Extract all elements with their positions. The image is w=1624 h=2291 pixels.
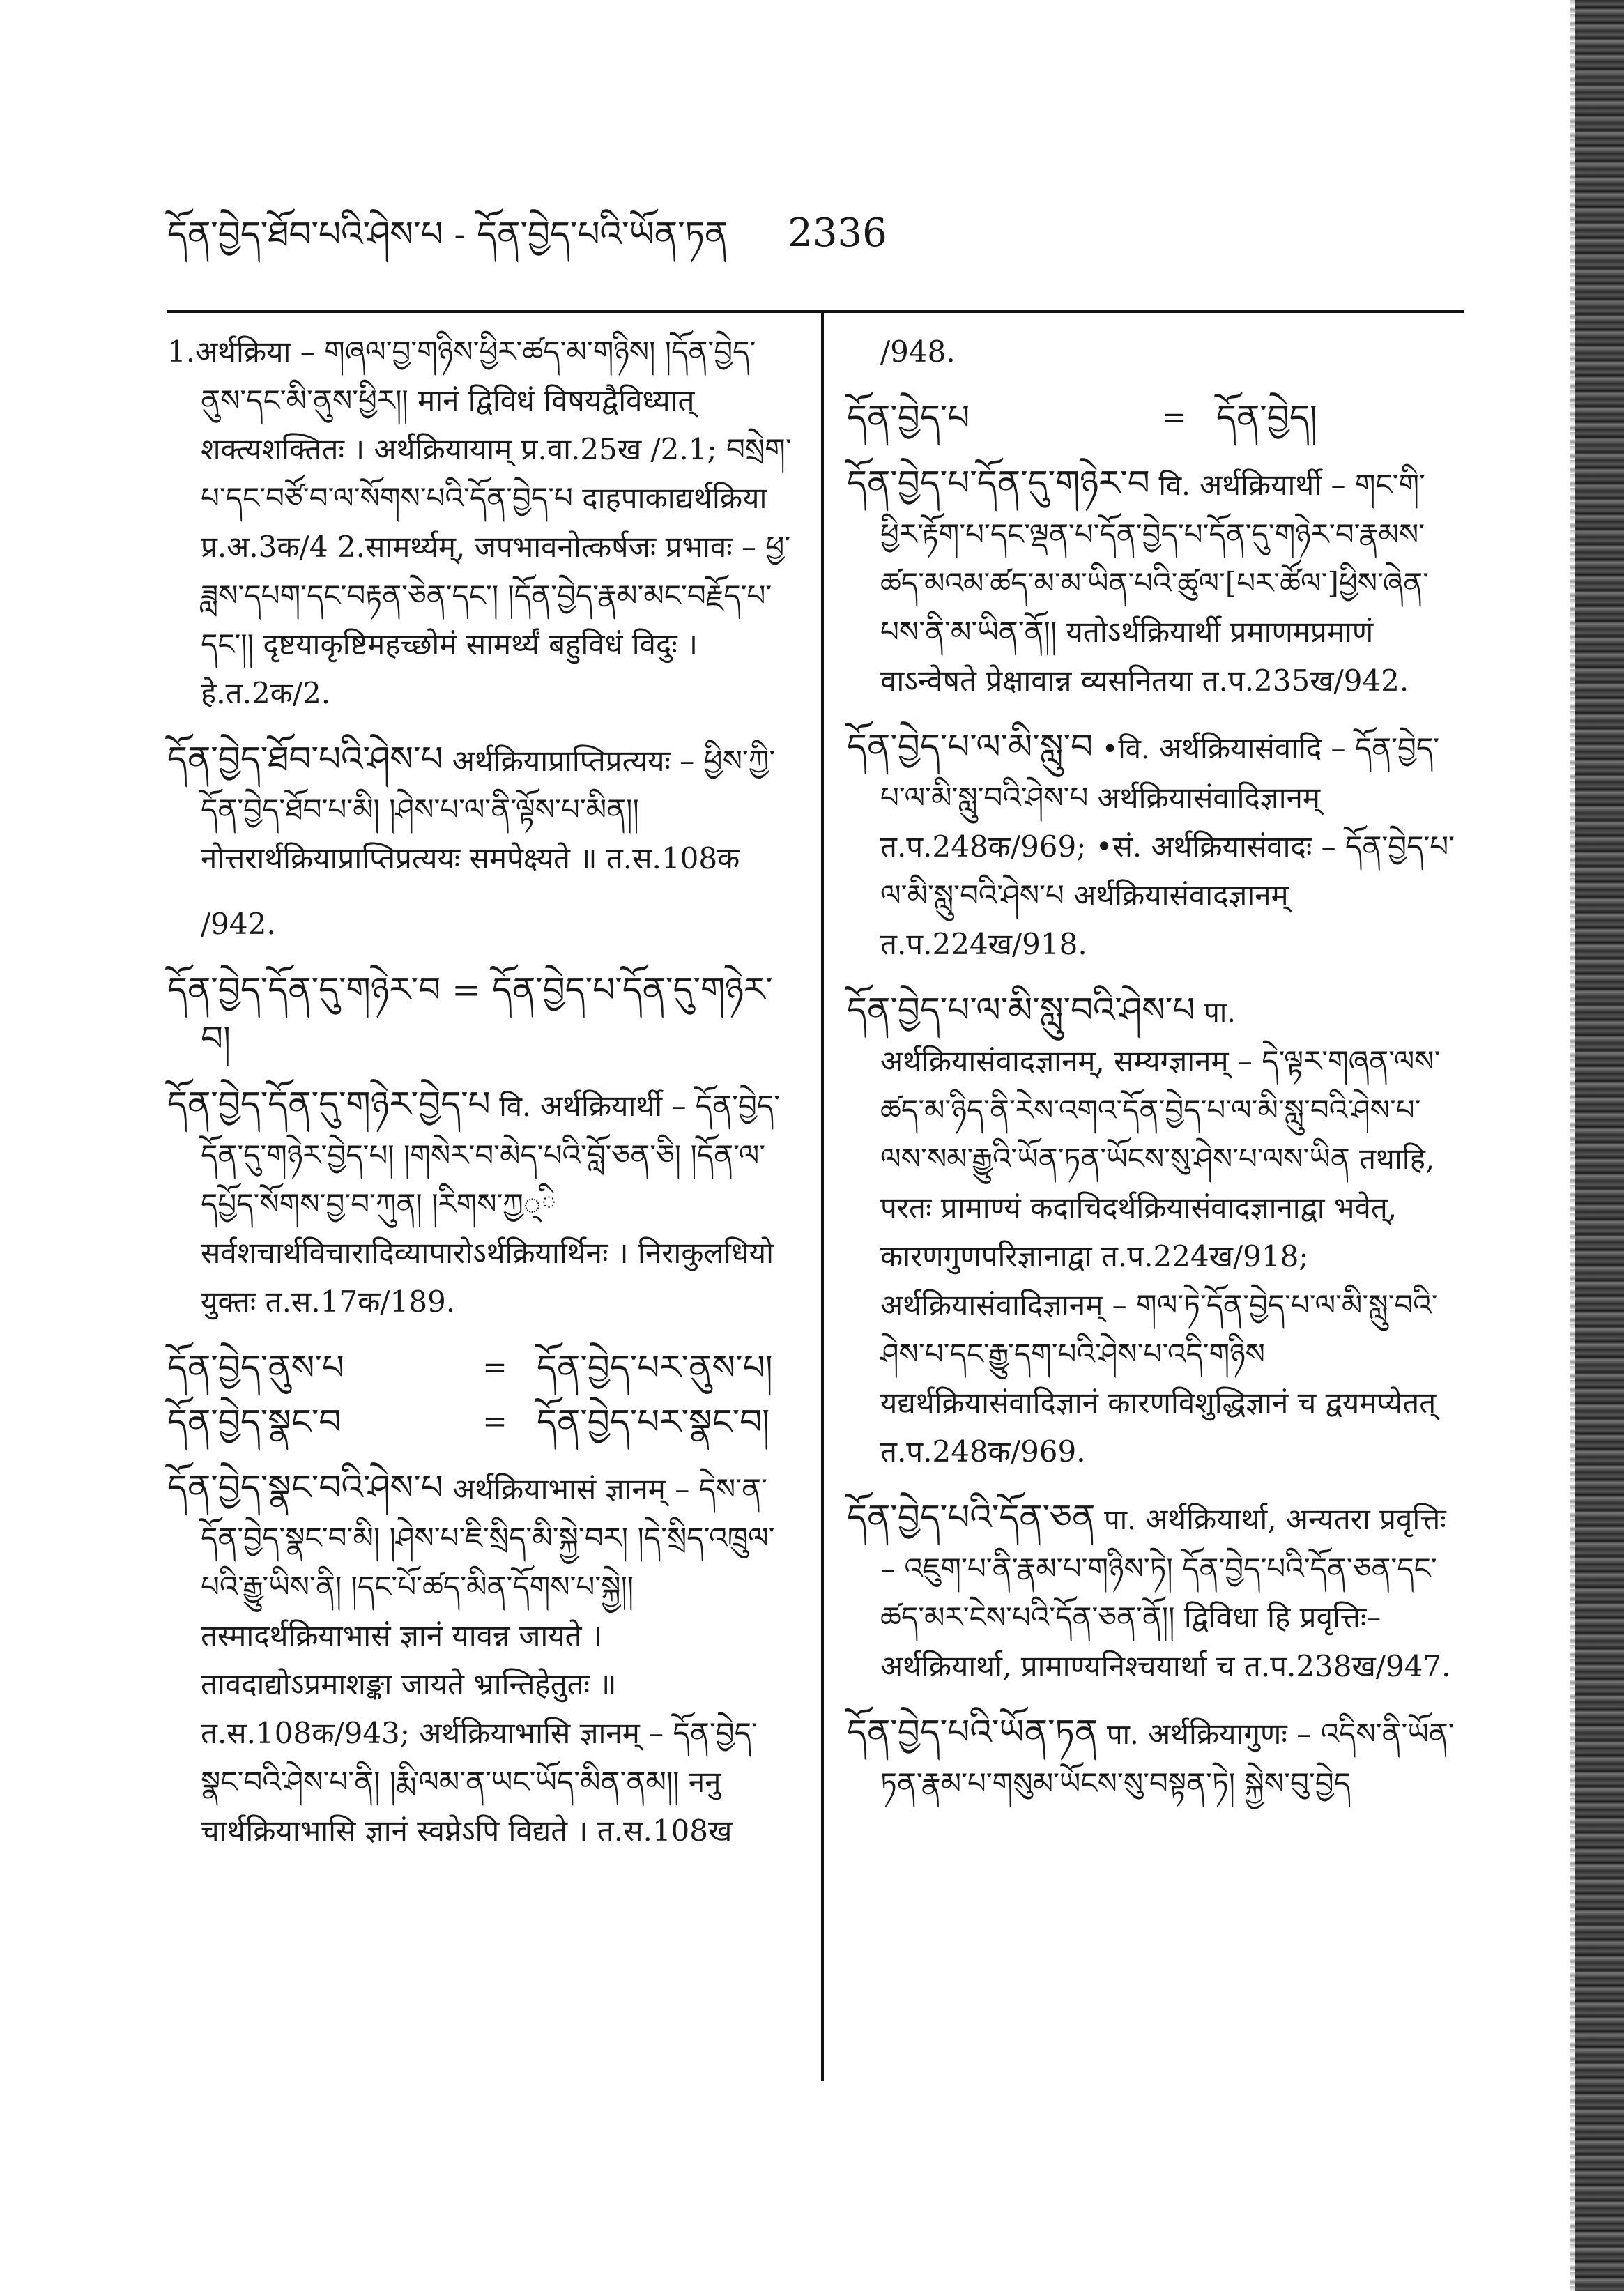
entry-don-byed-pai-yon-tan [847,1708,1460,1808]
entry-don-byed-pai-don-can [847,1493,1460,1691]
equals-sign: = [482,1404,507,1439]
headword: དོན་བྱེད་པ་ལ་མི་སླུ་བའི་ཤེས་པ [847,990,1195,1030]
headword: དོན་བྱེད་སྣང་བ [167,1402,342,1442]
entry-body: अर्थक्रियासंवादि – དོན་བྱེད་པ་ལ་མི་སླུ་བའི་ཤེས་པ अर्थक्रियासंवादिज्ञानम् त.प.248क/969; •सं. अर्थक्रियासंवादः – དོན་བྱེད་པ་ལ་མི་སླུ་བའི་ཤེས་པ अर्थक्रियासंवादज्ञानम् त.प.224ख/918. [880,731,1455,961]
grammar-abbr: पा. [1098,1719,1139,1751]
entry-mi-slu-bai-shes-pa [847,986,1460,1476]
equivalence-row [167,1343,795,1392]
entry-continuation: /942. [201,907,276,941]
equivalence-row [167,1397,795,1446]
headword: དོན་བྱེད་ཐོབ་པའི་ཤེས་པ [167,739,443,779]
grammar-abbr: पा. [1095,1504,1136,1536]
headword: དོན་བྱེད་ནུས་པ [167,1347,344,1388]
header-title: དོན་བྱེད་ཐོབ་པའི་ཤེས་པ - དོན་བྱེད་པའི་ཡོན་ཏན [167,214,728,254]
entry-body: अर्थक्रियार्थी – དོན་བྱེད་དོན་དུ་གཉེར་བྱེད་པ། །གསེར་བ་མེད་པའི་བློ་ཅན་ཅི། །དོན་ལ་དཔྱོད་སོགས་བྱ་བ་ཀུན། །རིགས་ཀྱ्ི सर्वशचार्थविचारादिव्यापारोऽर्थक्रियार्थिनः । निराकुलधियो युक्तः त.स.17क/189. [201,1089,781,1319]
equivalent: དོན་བྱེད། [1216,397,1317,438]
equivalence-row [847,393,1460,442]
headword: དོན་བྱེད་པ་དོན་དུ་གཉེར་བ [847,463,1150,503]
entry-body: अर्थक्रियाप्राप्तिप्रत्ययः – ཕྱིས་ཀྱི་དོན་བྱེད་ཐོབ་པ་མི། །ཤེས་པ་ལ་ནི་ལྟོས་པ་མིན།། नोत्तरार्थक्रियाप्राप्तिप्रत्ययः समपेक्ष्यते ॥ त.स.108क [201,744,776,875]
entry-body: अर्थक्रियार्थी – གང་གི་ཕྱིར་རྟོག་པ་དང་ལྡན་པ་དོན་བྱེད་པ་དོན་དུ་གཉེར་བ་རྣམས་ཚད་མའམ་ཚད་མ་མ་ཡིན་པའི་ཚུལ་[པར་ཚོལ་]ཕྱིས་ཞེན་པས་ནི་མ་ཡིན་ནོ།། यतोऽर्थक्रियार्थी प्रमाणमप्रमाणं वाऽन्वेषते प्रेक्षावान्न व्यसनितया त.प.235ख/942. [880,468,1429,698]
page-number: 2336 [788,210,887,256]
equals-sign: = [1162,400,1187,434]
entry-don-byed-gnyer-byed-pa [167,1080,795,1326]
grammar-abbr: पा. [1195,997,1236,1029]
entry-body: अर्थक्रियाभासं ज्ञानम् – དེས་ན་དོན་བྱེད་སྣང་བ་མི། །ཤེས་པ་ཇི་སྲིད་མི་སྐྱེ་བར། །དེ་སྲིད་འཁྲུལ་པའི་རྒྱུ་ཡིས་ནི། །དང་པོ་ཚད་མིན་དོགས་པ་སྐྱེ།། तस्मादर्थक्रियाभासं ज्ञानं यावन्न जायते । तावदाद्योऽप्रमाशङ्का जायते भ्रान्तिहेतुतः ॥ त.स.108क/943; अर्थक्रियाभासि ज्ञानम् – དོན་བྱེད་སྣང་བའི་ཤེས་པ་ནི། །རྨི་ལམ་ན་ཡང་ཡོད་མིན་ནམ།། ननु चार्थक्रियाभासि ज्ञानं स्वप्नेऽपि विद्यते । त.स.108ख [201,1472,775,1848]
entry-artha-kriya: 1.अर्थक्रिया – གཞལ་བྱ་གཉིས་ཕྱིར་ཚད་མ་གཉིས། །དོན་བྱེད་ནུས་དང་མི་ནུས་ཕྱིར།། मानं द्विविधं विषयद्वैविध्यात् शक्त्यशक्तितः । अर्थक्रियायाम् प्र.वा.25ख /2.1; བསྲེག་པ་དང་བཙོ་བ་ལ་སོགས་པའི་དོན་བྱེད་པ दाहपाकाद्यर्थक्रिया प्र.अ.3क/4 2.सामर्थ्यम्, जपभावनोत्कर्षजः प्रभावः – ཕྱ་ཟླས་དཔག་དང་བརྟན་ཅེན་དང་། །དོན་བྱེད་རྣམ་མང་བརྗོད་པ་དང་།། दृष्टयाकृष्टिमहच्छोमं सामर्थ्यं बहुविधं विदुः । हे.त.2क/2. [167,335,792,710]
equals-sign: = [482,1350,507,1384]
left-column [167,328,795,1872]
running-header [167,202,1352,265]
entry-mi-slu-ba [847,722,1460,969]
entry-continuation: /948. [880,335,956,369]
headword: དོན་བྱེད་པ [847,397,970,438]
entry-body: अर्थक्रियागुणः – འདིས་ནི་ཡོན་ཏན་རྣམ་པ་གསུམ་ཡོངས་སུ་བསྟན་ཏེ། སྐྱེས་བུ་བྱེད [880,1717,1455,1800]
headword: དོན་བྱེད་སྣང་བའི་ཤེས་པ [167,1467,443,1508]
grammar-abbr: वि. [490,1091,531,1123]
scan-edge-highlight [1570,0,1575,2291]
scan-edge-shadow [1575,0,1624,2291]
entry-cross-reference: དོན་བྱེད་དོན་དུ་གཉེར་བ = དོན་བྱེད་པ་དོན་དུ་གཉེར་བ། [167,970,773,1059]
entry-don-byed-pa-gnyer-ba [847,459,1460,705]
equivalent: དོན་བྱེད་པར་སྣང་བ། [537,1402,770,1442]
entry-body: अर्थक्रियार्था, अन्यतरा प्रवृत्तिः – འཇུག་པ་ནི་རྣམ་པ་གཉིས་ཏེ། དོན་བྱེད་པའི་དོན་ཅན་དང་ཚད་མར་ངེས་པའི་དོན་ཅན་ནོ།། द्विविधा हि प्रवृत्तिः–अर्थक्रियार्था, प्रामाण्यनिश्चयार्था च त.प.238ख/947. [880,1502,1451,1683]
grammar-abbr: •वि. [1093,733,1150,765]
entry-don-byed-thob-pa [167,735,795,883]
headword: དོན་བྱེད་པའི་ཡོན་ཏན [847,1712,1098,1752]
entry-don-byed-snang-ba [167,1463,795,1855]
headword: དོན་བྱེད་པ་ལ་མི་སླུ་བ [847,726,1094,767]
headword: དོན་བྱེད་པའི་དོན་ཅན [847,1497,1096,1538]
headword: དོན་བྱེད་དོན་དུ་གཉེར་བྱེད་པ [167,1084,491,1124]
column-divider [821,310,824,2081]
equivalent: དོན་བྱེད་པར་ནུས་པ། [537,1347,773,1388]
header-rule [167,310,1464,313]
entry-body: अर्थक्रियासंवादज्ञानम्, सम्यग्ज्ञानम् – དེ་ལྟར་གཞན་ལས་ཚད་མ་ཉིད་ནི་རེས་འགའ་དོན་བྱེད་པ་ལ་མི་སླུ་བའི་ཤེས་པ་ལས་སམ་རྒྱུའི་ཡོན་ཏན་ཡོངས་སུ་ཤེས་པ་ལས་ཡིན तथाहि, परतः प्रामाण्यं कदाचिदर्थक्रियासंवादज्ञानाद्वा भवेत्, कारणगुणपरिज्ञानाद्वा त.प.224ख/918; अर्थक्रियासंवादिज्ञानम् – གལ་ཏེ་དོན་བྱེད་པ་ལ་མི་སླུ་བའི་ཤེས་པ་དང་རྒྱུ་དག་པའི་ཤེས་པ་འདི་གཉིས यद्यर्थक्रियासंवादिज्ञानं कारणविशुद्धिज्ञानं च द्वयमप्येतत् त.प.248क/969. [880,1044,1441,1469]
grammar-abbr: वि. [1149,470,1190,502]
right-column [847,328,1460,1825]
